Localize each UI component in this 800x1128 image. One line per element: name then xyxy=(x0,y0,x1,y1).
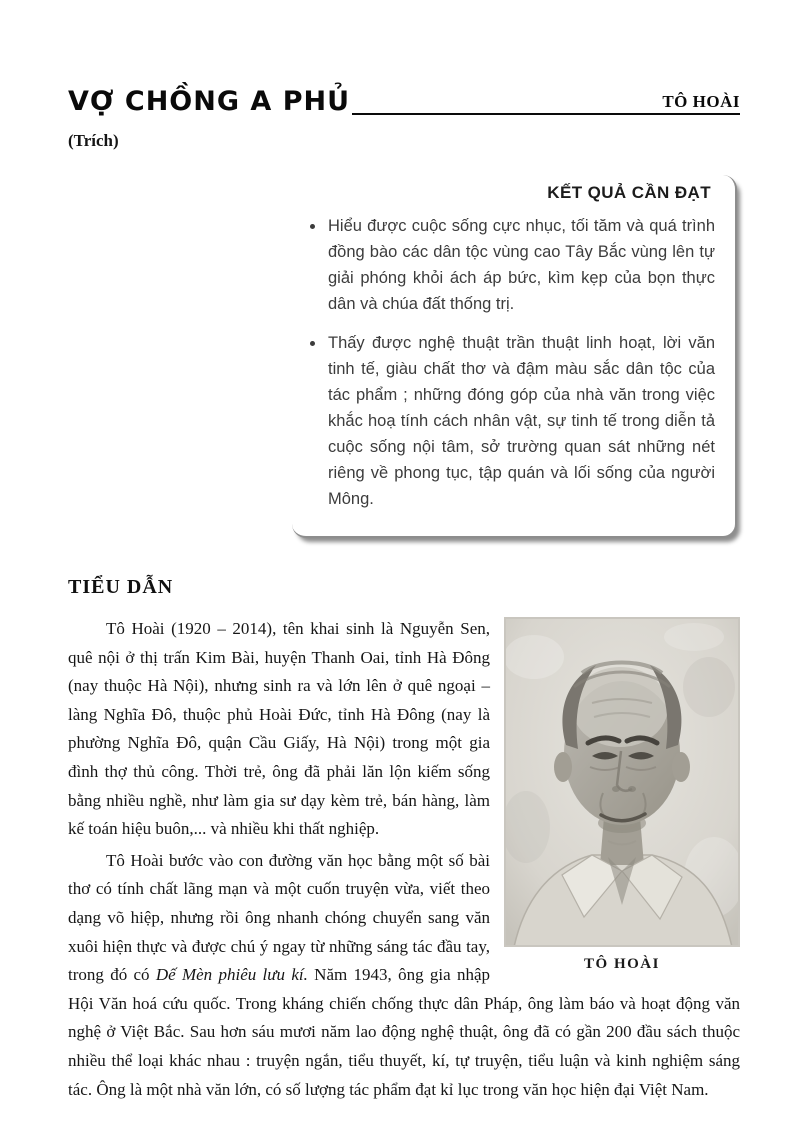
author-name: TÔ HOÀI xyxy=(662,92,740,111)
results-list xyxy=(306,213,715,512)
results-bullet-2: • Thấy được nghệ thuật trần thuật linh hoạt, lời văn tinh tế, giàu chất thơ và đậm màu sắc dân tộc của tác phẩm ; những đóng góp của nhà văn trong việc khắc hoạ tính cách nhân vật, sự tinh tế trong diễn tả cuộc sống nội tâm, sở trường quan sát những nét riêng về phong tục, tập quán và lối sống của người Mông. xyxy=(326,330,715,512)
paragraph-2-text-before: Tô Hoài bước vào con đường văn học bằng một số bài thơ có tính chất lãng mạn và một cuốn truyện vừa, viết theo dạng võ hiệp, nhưng rồi ông nhanh chóng chuyển sang văn xuôi hiện thực và được chú ý ngay từ những sáng tác đầu tay, trong đó có xyxy=(68,850,490,985)
results-bullet-1: • Hiểu được cuộc sống cực nhục, tối tăm và quá trình đồng bào các dân tộc vùng cao Tây Bắc vùng lên tự giải phóng khỏi ách áp bức, kìm kẹp của bọn thực dân và chúa đất thống trị. xyxy=(326,213,715,317)
intro-heading: TIỂU DẪN xyxy=(68,576,174,598)
results-box xyxy=(292,175,737,538)
excerpt-label: (Trích) xyxy=(68,131,119,150)
portrait-photo-icon xyxy=(504,617,740,947)
title-row xyxy=(68,88,740,115)
portrait-caption: TÔ HOÀI xyxy=(584,956,660,972)
results-box-heading: KẾT QUẢ CẦN ĐẠT xyxy=(547,183,711,202)
portrait-figure xyxy=(504,617,740,973)
intro-body xyxy=(68,615,740,1104)
paragraph-2-text-after: Năm 1943, ông gia nhập Hội Văn hoá cứu quốc. Trong kháng chiến chống thực dân Pháp, ông làm báo và hoạt động văn nghệ ở Việt Bắc. Sau hơn sáu mươi năm lao động nghệ thuật, ông đã có gần 200 đầu sách thuộc nhiều thể loại khác nhau : truyện ngắn, tiểu thuyết, kí, tự truyện, tiểu luận và kinh nghiệm sáng tác. Ông là một nhà văn lớn, có số lượng tác phẩm đạt kỉ lục trong văn học hiện đại Việt Nam. xyxy=(68,965,740,1099)
book-title-italic: Dế Mèn phiêu lưu kí. xyxy=(155,965,308,985)
page-title: VỢ CHỒNG A PHỦ xyxy=(68,86,351,117)
title-underline xyxy=(352,93,740,115)
intro-paragraph-1: Tô Hoài (1920 – 2014), tên khai sinh là Nguyễn Sen, quê nội ở thị trấn Kim Bài, huyện Thanh Oai, tỉnh Hà Đông (nay thuộc Hà Nội), nhưng sinh ra và lớn lên ở quê ngoại – làng Nghĩa Đô, thuộc phủ Hoài Đức, tỉnh Hà Đông (nay là phường Nghĩa Đô, quận Cầu Giấy, Hà Nội) trong một gia đình thợ thủ công. Thời trẻ, ông đã phải lăn lộn kiếm sống bằng nhiều nghề, như làm gia sư dạy kèm trẻ, bán hàng, làm kế toán hiệu buôn,... và nhiều khi thất nghiệp. xyxy=(68,619,490,839)
